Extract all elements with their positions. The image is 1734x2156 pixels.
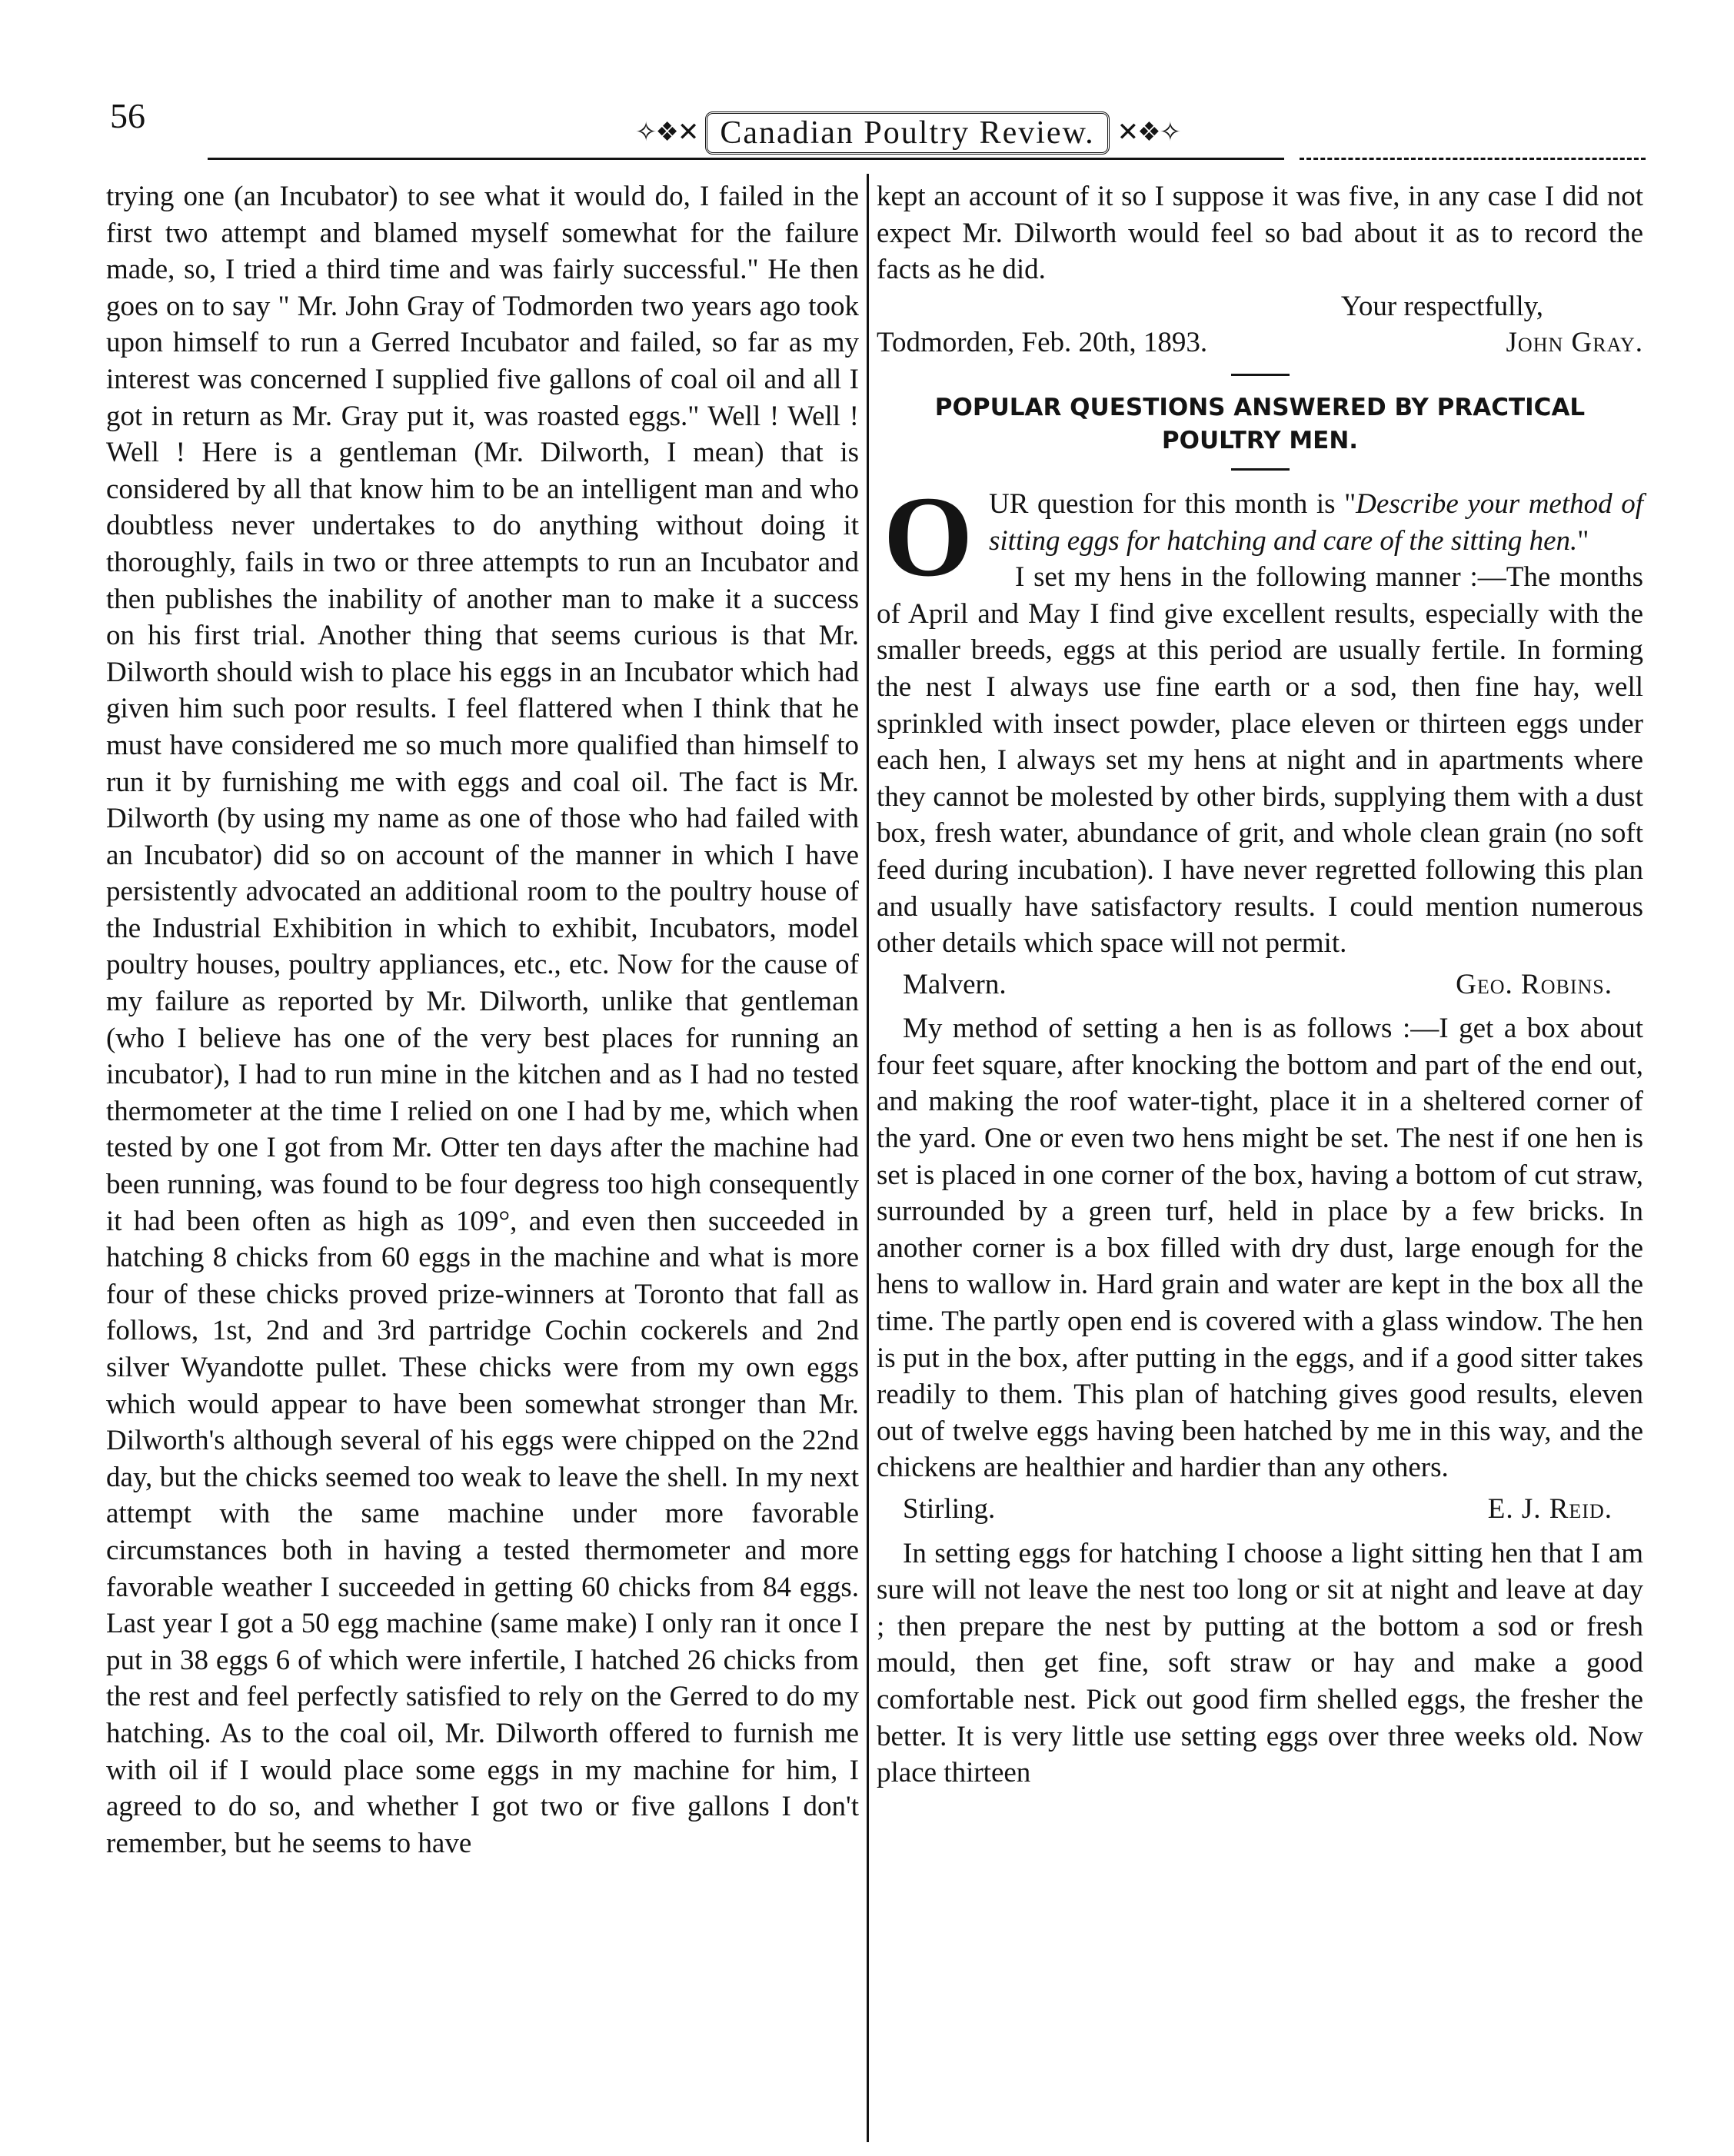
ornament-left-icon: ✧❖✕ [634,118,698,147]
intro-question: Describe your method of sitting eggs for hatching and care of the sitting hen. [989,487,1643,557]
header-rule-right [1300,158,1646,160]
section-separator [1231,374,1290,376]
masthead [631,106,1184,160]
letter-signature-row [877,324,1643,361]
letter-signature: John Gray. [1506,327,1643,359]
answer-robins-place: Malvern. [903,968,1007,1000]
letter-continuation: kept an account of it so I suppose it was five, in any case I did not expect Mr. Dilworth would feel so bad about it as to record the facts as he did. [877,181,1643,286]
letter-body: trying one (an Incubator) to see what it would do, I failed in the first two attempt and blamed myself somewhat for the failure made, so, I tried a third time and was fairly successful." He then goes on to say " Mr. John Gray of Todmorden two years ago took upon himself to run a Gerred Incubator and failed, so far as my interest was concerned I supplied five gallons of coal oil and all I got in return as Mr. Gray put it, was roasted eggs." Well ! Well ! Well ! Here is a gentleman (Mr. Dilworth, I mean) that is considered by all that know him to be an intelligent man and who doubtless never undertakes to do anything without doing it thoroughly, fails in two or three attempts to run an Incubator and then publishes the inability of another man to make it a success on his first trial. Another thing that seems curious is that Mr. Dilworth should wish to place his eggs in an Incubator which had given him such poor results. I feel flattered when I think that he must have considered me so much more qualified than himself to run it by furnishing me with eggs and coal oil. The fact is Mr. Dilworth (by using my name as one of those who had failed with an Incubator) did so on account of the manner in which I have persistently advocated an additional room to the poultry house of the Industrial Exhibition in which to exhibit, Incubators, model poultry houses, poultry appliances, etc., etc. Now for the cause of my failure as reported by Mr. Dilworth, unlike that gentleman (who I believe has one of the very best places for running an incubator), I had to run mine in the kitchen and as I had no tested thermometer at the time I relied on one I had by me, which when tested by one I got from Mr. Otter ten days after the machine had been running, was found to be four degress too high consequently it had been often as high as 109°, and even then succeeded in hatching 8 chicks from 60 eggs in the machine and what is more four of these chicks proved prize-winners at Toronto that fall as follows, 1st, 2nd and 3rd partridge Cochin cockerels and 2nd silver Wyandotte pullet. These chicks were from my own eggs which would appear to have been somewhat stronger than Mr. Dilworth's although several of his eggs were chipped on the 22nd day, but the chicks seemed too weak to leave the shell. In my next attempt with the same machine under more favorable circumstances both in having a tested thermometer and more favorable weather I succeeded in getting 60 chicks from 84 eggs. Last year I got a 50 egg machine (same make) I only ran it once I put in 38 eggs 6 of which were infertile, I hatched 26 chicks from the rest and feel perfectly satisfied to rely on the Gerred to do my hatching. As to the coal oil, Mr. Dilworth offered to furnish me with oil if I would place some eggs in my machine for him, I agreed to do so, and whether I got two or five gallons I don't remember, but he seems to have [106,181,859,1859]
answer-reid-signature [877,1491,1643,1528]
letter-place-date: Todmorden, Feb. 20th, 1893. [877,327,1208,359]
ornament-right-icon: ✕❖✧ [1117,118,1180,147]
answer-reid-place: Stirling. [903,1493,996,1525]
answer-reid-author: E. J. Reid. [1487,1493,1613,1525]
answer-robins-signature [877,967,1643,1003]
column-divider [867,174,869,2142]
answer-robins-author: Geo. Robins. [1456,968,1613,1000]
page-number: 56 [110,96,145,135]
answer-reid: My method of setting a hen is as follows :—I get a box about four feet square, after knocking the bottom and part of the end out, and making the roof water-tight, place it in a sheltered corner of the yard. One or even two hens might be set. The nest if one hen is set is placed in one corner of the box, having a bottom of cut straw, surrounded by a green turf, held in place by a few bricks. In another corner is a box filled with dry dust, large enough for the hens to wallow in. Hard grain and water are kept in the box all the time. The partly open end is covered with a glass window. The hen is put in the box, after putting in the eggs, and if a good sitter takes readily to them. This plan of hatching gives good results, eleven out of twelve eggs having been hatched by me in this way, and the chickens are healthier and hardier than any others. [877,1013,1643,1484]
section-title: POPULAR QUESTIONS ANSWERED BY PRACTICAL POULTRY MEN. [934,393,1586,454]
masthead-title: Canadian Poultry Review. [705,111,1109,155]
intro-text: UR question for this month is " [989,487,1356,520]
answer-third: In setting eggs for hatching I choose a light sitting hen that I am sure will not leave the nest too long or sit at night and leave at day ; then prepare the nest by putting at the bottom a sod or fresh mould, then get fine, soft straw or hay and make a good comfortable nest. Pick out good firm shelled eggs, the fresher the better. It is very little use setting eggs over three weeks old. Now place thirteen [877,1537,1643,1789]
left-column [106,178,859,1862]
answer-robins: I set my hens in the following manner :—The months of April and May I find give excellent results, especially with the smaller breeds, eggs at this period are usually fertile. In forming the nest I always use fine earth or a sod, then fine hay, well sprinkled with insect powder, place eleven or thirteen eggs under each hen, I always set my hens at night and in apartments where they cannot be molested by other birds, supplying them with a dust box, fresh water, abundance of grit, and whole clean grain (no soft feed during incubation). I have never regretted following this plan and usually have satisfactory results. I could mention numerous other details which space will not permit. [877,561,1643,960]
letter-closing: Your respectfully, [1340,290,1543,322]
intro-paragraph [877,472,1643,601]
intro-quote-end: " [1577,524,1589,557]
header-rule-left [208,158,1284,160]
title-separator [1231,468,1290,471]
right-column [877,178,1643,1792]
dropcap-letter: O [883,472,974,601]
